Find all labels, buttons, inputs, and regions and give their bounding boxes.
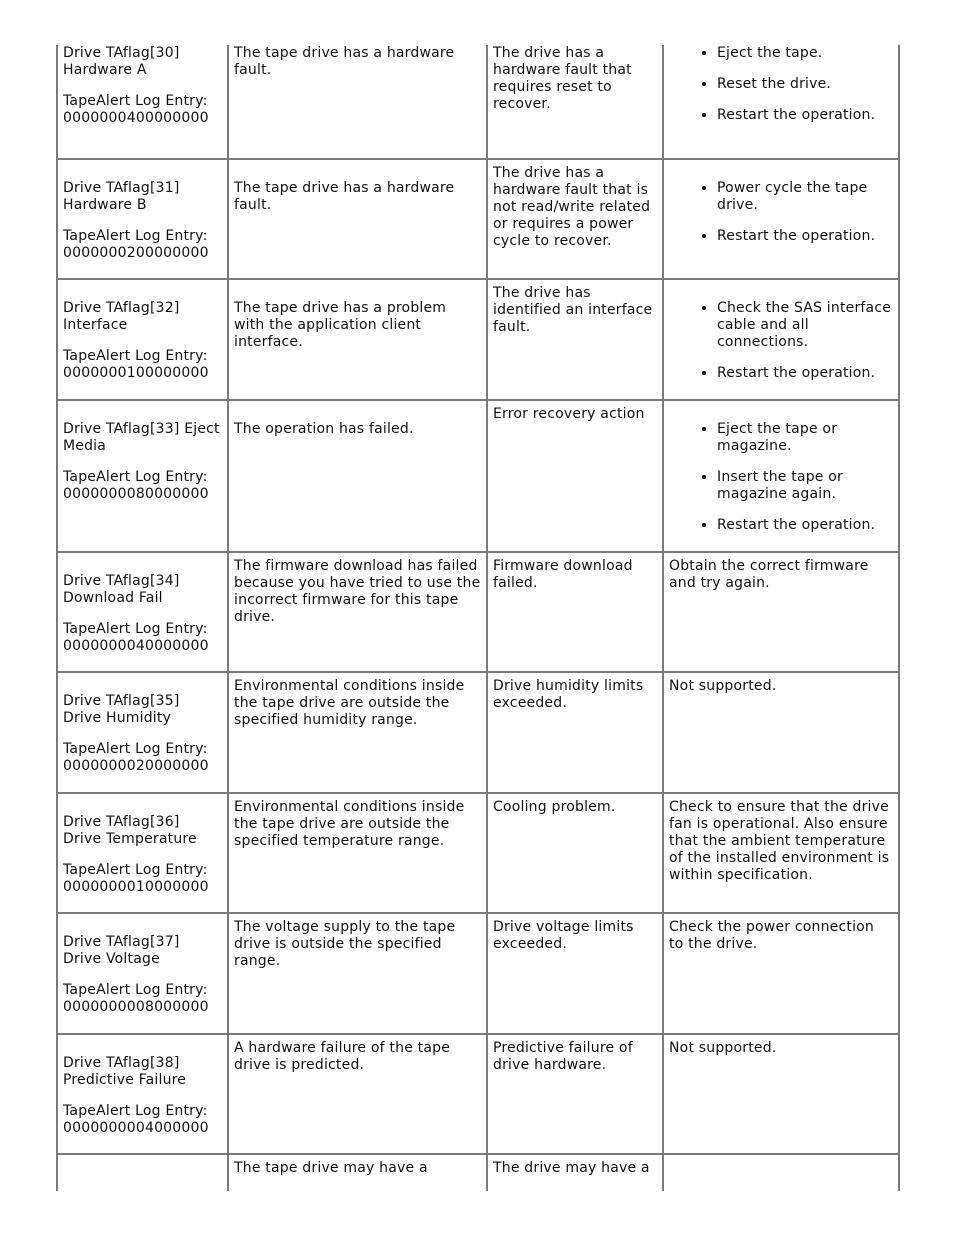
table-row bbox=[56, 673, 900, 794]
action-cell: Check to ensure that the drive fan is operational. Also ensure that the ambient temperature of the installed environment is within specification. bbox=[664, 794, 900, 914]
action-item: • Power cycle the tape drive. bbox=[717, 180, 893, 214]
description-cell: Environmental conditions inside the tape drive are outside the specified humidity range. bbox=[229, 673, 488, 794]
flag-cell bbox=[56, 280, 229, 401]
description-cell: The tape drive has a hardware fault. bbox=[229, 160, 488, 280]
log-entry-label: TapeAlert Log Entry: bbox=[63, 348, 208, 364]
description-cell: The tape drive has a problem with the application client interface. bbox=[229, 280, 488, 401]
action-list bbox=[669, 421, 893, 534]
table-row bbox=[56, 553, 900, 673]
action-item: • Eject the tape. bbox=[717, 45, 893, 62]
flag-name: Drive TAflag[30] Hardware A bbox=[63, 45, 180, 78]
cause-cell: Cooling problem. bbox=[488, 794, 664, 914]
action-item: • Restart the operation. bbox=[717, 228, 893, 245]
cause-cell: Error recovery action bbox=[488, 401, 664, 553]
tapealert-flag-table-page bbox=[56, 45, 900, 1191]
flag-name: Drive TAflag[36] Drive Temperature bbox=[63, 814, 197, 847]
log-entry-label: TapeAlert Log Entry: bbox=[63, 469, 208, 485]
description-cell: The tape drive has a hardware fault. bbox=[229, 45, 488, 160]
action-item: • Check the SAS interface cable and all connections. bbox=[717, 300, 893, 351]
action-list bbox=[669, 300, 893, 382]
action-item: • Restart the operation. bbox=[717, 107, 893, 124]
log-entry-value: 0000000400000000 bbox=[63, 110, 209, 126]
table-row bbox=[56, 45, 900, 160]
log-entry-label: TapeAlert Log Entry: bbox=[63, 862, 208, 878]
log-entry-value: 0000000004000000 bbox=[63, 1120, 209, 1136]
cause-cell: Drive humidity limits exceeded. bbox=[488, 673, 664, 794]
flag-name: Drive TAflag[34] Download Fail bbox=[63, 573, 180, 606]
action-cell bbox=[664, 45, 900, 160]
action-item: • Restart the operation. bbox=[717, 517, 893, 534]
description-cell: The tape drive may have a bbox=[229, 1155, 488, 1191]
action-cell bbox=[664, 401, 900, 553]
flag-cell bbox=[56, 794, 229, 914]
flag-cell bbox=[56, 1155, 229, 1191]
action-item: • Insert the tape or magazine again. bbox=[717, 469, 893, 503]
log-entry-value: 0000000040000000 bbox=[63, 638, 209, 654]
action-item: • Eject the tape or magazine. bbox=[717, 421, 893, 455]
cause-cell: Predictive failure of drive hardware. bbox=[488, 1035, 664, 1155]
log-entry-value: 0000000200000000 bbox=[63, 245, 209, 261]
log-entry-label: TapeAlert Log Entry: bbox=[63, 621, 208, 637]
tapealert-flag-table bbox=[56, 45, 900, 1191]
action-cell: Obtain the correct firmware and try again. bbox=[664, 553, 900, 673]
log-entry-label: TapeAlert Log Entry: bbox=[63, 982, 208, 998]
action-cell bbox=[664, 280, 900, 401]
flag-name: Drive TAflag[37] Drive Voltage bbox=[63, 934, 180, 967]
log-entry-label: TapeAlert Log Entry: bbox=[63, 741, 208, 757]
table-row bbox=[56, 914, 900, 1035]
action-list bbox=[669, 45, 893, 124]
log-entry-value: 0000000080000000 bbox=[63, 486, 209, 502]
log-entry-label: TapeAlert Log Entry: bbox=[63, 93, 208, 109]
flag-cell bbox=[56, 45, 229, 160]
action-cell: Not supported. bbox=[664, 673, 900, 794]
table-row bbox=[56, 1035, 900, 1155]
flag-cell bbox=[56, 1035, 229, 1155]
action-cell bbox=[664, 160, 900, 280]
action-cell bbox=[664, 1155, 900, 1191]
flag-name: Drive TAflag[38] Predictive Failure bbox=[63, 1055, 187, 1088]
flag-cell bbox=[56, 401, 229, 553]
description-cell: Environmental conditions inside the tape drive are outside the specified temperature range. bbox=[229, 794, 488, 914]
action-item: • Restart the operation. bbox=[717, 365, 893, 382]
cause-cell: The drive has a hardware fault that requires reset to recover. bbox=[488, 45, 664, 160]
action-cell: Check the power connection to the drive. bbox=[664, 914, 900, 1035]
log-entry-value: 0000000020000000 bbox=[63, 758, 209, 774]
cause-cell: Firmware download failed. bbox=[488, 553, 664, 673]
action-cell: Not supported. bbox=[664, 1035, 900, 1155]
description-cell: The operation has failed. bbox=[229, 401, 488, 553]
action-list bbox=[669, 180, 893, 245]
cause-cell: The drive may have a bbox=[488, 1155, 664, 1191]
flag-name: Drive TAflag[31] Hardware B bbox=[63, 180, 180, 213]
flag-cell bbox=[56, 553, 229, 673]
table-row bbox=[56, 280, 900, 401]
flag-name: Drive TAflag[35] Drive Humidity bbox=[63, 693, 180, 726]
description-cell: A hardware failure of the tape drive is predicted. bbox=[229, 1035, 488, 1155]
log-entry-label: TapeAlert Log Entry: bbox=[63, 1103, 208, 1119]
cause-cell: The drive has identified an interface fault. bbox=[488, 280, 664, 401]
log-entry-value: 0000000100000000 bbox=[63, 365, 209, 381]
log-entry-value: 0000000010000000 bbox=[63, 879, 209, 895]
flag-cell bbox=[56, 160, 229, 280]
table-row bbox=[56, 1155, 900, 1191]
log-entry-value: 0000000008000000 bbox=[63, 999, 209, 1015]
flag-cell bbox=[56, 673, 229, 794]
cause-cell: The drive has a hardware fault that is not read/write related or requires a power cycle to recover. bbox=[488, 160, 664, 280]
table-row bbox=[56, 401, 900, 553]
description-cell: The voltage supply to the tape drive is outside the specified range. bbox=[229, 914, 488, 1035]
cause-cell: Drive voltage limits exceeded. bbox=[488, 914, 664, 1035]
action-item: • Reset the drive. bbox=[717, 76, 893, 93]
flag-cell bbox=[56, 914, 229, 1035]
table-row bbox=[56, 794, 900, 914]
description-cell: The firmware download has failed because you have tried to use the incorrect firmware for this tape drive. bbox=[229, 553, 488, 673]
log-entry-label: TapeAlert Log Entry: bbox=[63, 228, 208, 244]
flag-name: Drive TAflag[33] Eject Media bbox=[63, 421, 220, 454]
table-row bbox=[56, 160, 900, 280]
flag-name: Drive TAflag[32] Interface bbox=[63, 300, 180, 333]
